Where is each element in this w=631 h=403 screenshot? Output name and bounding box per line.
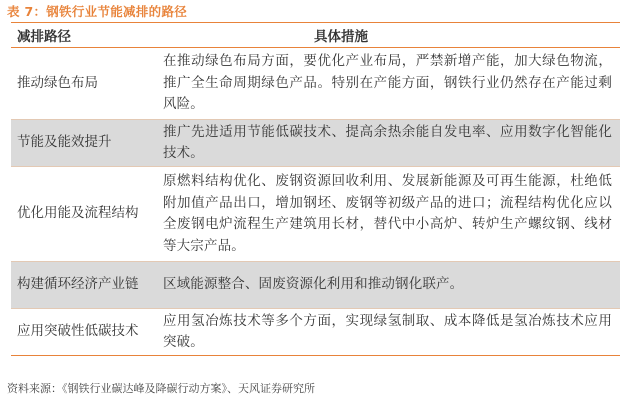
measure-cell: 应用氢冶炼技术等多个方面，实现绿氢制取、成本降低是氢冶炼技术应用突破。 [157,309,620,356]
emission-reduction-table [11,22,620,356]
measure-cell: 在推动绿色布局方面，要优化产业布局，严禁新增产能，加大绿色物流，推广全生命周期绿色产品。特别在产能方面，钢铁行业仍然存在产能过剩风险。 [157,48,620,120]
measure-cell: 推广先进适用节能低碳技术、提高余热余能自发电率、应用数字化智能化技术。 [157,120,620,167]
table-title: 表 7：钢铁行业节能减排的路径 [7,4,188,19]
source-note: 资料来源：《钢铁行业碳达峰及降碳行动方案》、天风证券研究所 [7,382,315,395]
measure-cell: 原燃料结构优化、废钢资源回收利用、发展新能源及可再生能源，杜绝低附加值产品出口，增加钢坯、废钢等初级产品的进口；流程结构优化应以全废钢电炉流程生产建筑用长材，替代中小高炉、转炉生产螺纹钢、线材等大宗产品。 [157,167,620,262]
header-specific-measures: 具体措施 [314,29,368,45]
path-cell: 推动绿色布局 [11,48,157,120]
table-row [11,120,620,167]
path-cell: 节能及能效提升 [11,120,157,167]
path-cell: 构建循环经济产业链 [11,262,157,309]
table-row [11,167,620,262]
table-row [11,262,620,309]
path-cell: 优化用能及流程结构 [11,167,157,262]
path-cell: 应用突破性低碳技术 [11,309,157,356]
table-header-row [11,23,620,48]
header-reduction-path: 减排路径 [17,29,71,45]
table-row [11,48,620,120]
table-row [11,309,620,356]
measure-cell: 区域能源整合、固废资源化利用和推动钢化联产。 [157,262,620,309]
